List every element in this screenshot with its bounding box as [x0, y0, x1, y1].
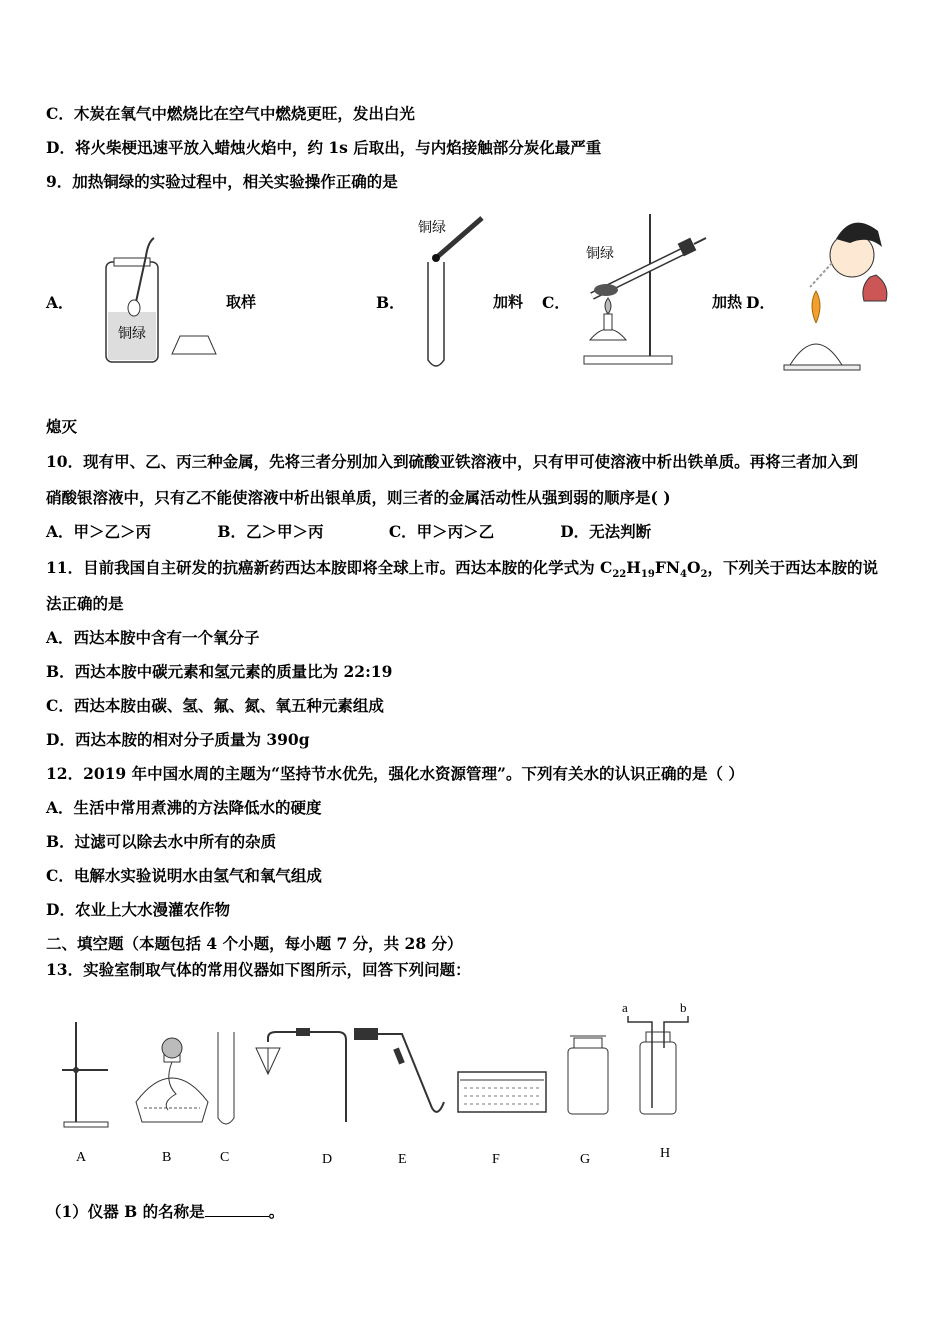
q10-option-b: B．乙＞甲＞丙 — [217, 522, 324, 541]
outlet-tube — [694, 238, 706, 244]
jar-label: 铜绿 — [118, 326, 146, 342]
q13-stem: 13．实验室制取气体的常用仪器如下图所示，回答下列问题： — [46, 960, 471, 979]
q8-option-c: C．木炭在氧气中燃烧比在空气中燃烧更旺，发出白光 — [46, 104, 415, 123]
q12-option-d: D．农业上大水漫灌农作物 — [46, 900, 230, 919]
heat-sample-label: 铜绿 — [586, 246, 614, 262]
q8-option-d: D．将火柴梗迅速平放入蜡烛火焰中，约 1s 后取出，与内焰接触部分炭化最严重 — [46, 138, 602, 157]
q10-option-d: D．无法判断 — [560, 522, 652, 541]
q13-part-1: （1）仪器 B 的名称是 。 — [46, 1202, 285, 1221]
q10-stem-1: 10．现有甲、乙、丙三种金属，先将三者分别加入到硫酸亚铁溶液中，只有甲可使溶液中析出铁单质。再将三者加入到 — [46, 452, 859, 471]
q12-option-b: B．过滤可以除去水中所有的杂质 — [46, 832, 277, 851]
port-a-label: a — [622, 1000, 628, 1015]
q11-option-b: B．西达本胺中碳元素和氢元素的质量比为 22:19 — [46, 662, 393, 681]
stand-base — [584, 356, 672, 364]
breath-lines — [810, 263, 832, 287]
apparatus-label-e: E — [398, 1152, 407, 1167]
q9-caption-b: 加料 — [493, 293, 524, 311]
apparatus-label-h: H — [660, 1146, 671, 1161]
q10-option-a: A．甲＞乙＞丙 — [46, 522, 152, 541]
lamp-flame — [605, 298, 611, 314]
tube-sample-label: 铜绿 — [418, 220, 446, 236]
jar-spoon-figure — [96, 232, 226, 367]
green-powder — [594, 284, 618, 296]
apparatus-c-test-tube — [218, 1032, 234, 1124]
alcohol-lamp — [590, 329, 626, 340]
q9-caption-c: 加热 — [712, 293, 743, 311]
sample-grain — [432, 254, 440, 262]
alcohol-lamp-d — [790, 344, 842, 365]
q11-option-a: A．西达本胺中含有一个氧分子 — [46, 628, 260, 647]
apparatus-d-stopper-tube — [256, 1028, 346, 1122]
q9-label-b: B． — [376, 293, 405, 312]
apparatus-figure — [56, 998, 716, 1138]
apparatus-label-a: A — [76, 1150, 87, 1165]
jar-stopper — [172, 336, 216, 354]
port-b-label: b — [680, 1000, 687, 1015]
test-tube — [428, 262, 444, 366]
lamp-wick-holder — [604, 314, 612, 330]
q12-option-c: C．电解水实验说明水由氢气和氧气组成 — [46, 866, 322, 885]
q11-option-d: D．西达本胺的相对分子质量为 390g — [46, 730, 310, 749]
q12-option-a: A．生活中常用煮沸的方法降低水的硬度 — [46, 798, 322, 817]
q10-stem-2: 硝酸银溶液中，只有乙不能使溶液中析出银单质，则三者的金属活动性从强到弱的顺序是( ) — [46, 488, 671, 507]
answer-blank[interactable] — [205, 1204, 269, 1217]
q12-stem: 12．2019 年中国水周的主题为“坚持节水优先，强化水资源管理”。下列有关水的认识正确的是（ ） — [46, 764, 744, 783]
apparatus-b-alcohol-lamp — [136, 1038, 208, 1122]
apparatus-label-f: F — [492, 1152, 500, 1167]
apparatus-label-b: B — [162, 1150, 172, 1165]
apparatus-f-water-trough — [458, 1072, 546, 1112]
apparatus-h-wash-bottle — [622, 1000, 688, 1114]
apparatus-e-delivery-tube — [354, 1028, 444, 1112]
apparatus-label-c: C — [220, 1150, 230, 1165]
person-shirt — [863, 275, 887, 301]
q9-label-d: D． — [746, 293, 775, 312]
lamp-flame-d — [812, 291, 820, 323]
q10-option-c: C．甲＞丙＞乙 — [388, 522, 495, 541]
apparatus-a-iron-stand — [62, 1022, 108, 1127]
blow-out-figure — [780, 205, 900, 375]
section-2-heading: 二、填空题（本题包括 4 个小题，每小题 7 分，共 28 分） — [46, 934, 463, 953]
q9-stem: 9．加热铜绿的实验过程中，相关实验操作正确的是 — [46, 172, 398, 191]
q10-options — [46, 520, 651, 542]
test-tube-figure — [410, 210, 490, 375]
apparatus-label-g: G — [580, 1152, 591, 1167]
q11-stem-1: 11．目前我国自主研发的抗癌新药西达本胺即将全球上市。西达本胺的化学式为 $C_{22}H_{19}FN_4O_2$，下列关于西达本胺的说 — [46, 558, 878, 581]
heating-setup-figure — [580, 210, 710, 375]
apparatus-g-gas-jar — [568, 1036, 608, 1114]
chemical-formula: $C_{22}H_{19}FN_4O_2$ — [599, 558, 708, 581]
q9-stem-tail: 熄灭 — [46, 417, 78, 436]
q9-caption-a: 取样 — [226, 293, 257, 311]
table-surface — [784, 365, 860, 370]
q11-option-c: C．西达本胺由碳、氢、氟、氮、氧五种元素组成 — [46, 696, 384, 715]
spoon-bowl — [128, 300, 140, 316]
q9-label-a: A． — [46, 293, 74, 312]
apparatus-label-d: D — [322, 1152, 333, 1167]
q9-label-c: C． — [542, 293, 570, 312]
q11-stem-2: 法正确的是 — [46, 594, 124, 613]
